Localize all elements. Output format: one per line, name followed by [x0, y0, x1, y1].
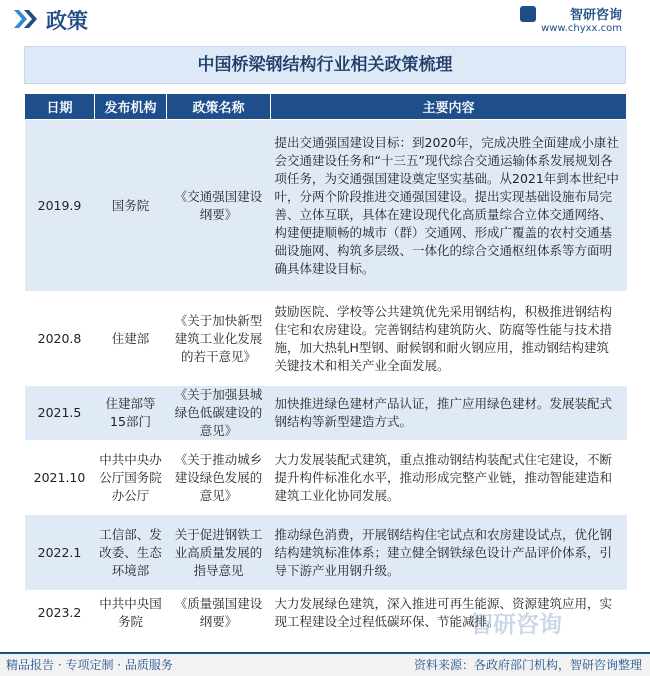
- brand: [436, 4, 636, 38]
- footer-source: 资料来源：各政府部门机构，智研咨询整理: [413, 658, 642, 672]
- table-row: [25, 292, 627, 386]
- row-content: 加快推进绿色建材产品认证，推广应用绿色建材。发展装配式钢结构等新型建造方式。: [271, 386, 627, 441]
- row-org: 中共中央国务院: [95, 591, 167, 635]
- footer: [0, 652, 650, 676]
- table-row: [25, 515, 627, 591]
- brand-url: www.chyxx.com: [541, 23, 622, 34]
- double-chevron-icon: [14, 8, 40, 30]
- row-date: 2020.8: [25, 292, 95, 386]
- row-content: 大力发展装配式建筑，重点推动钢结构装配式住宅建设，不断提升构件标准化水平，推动形成完整产业链，推动智能建造和建筑工业化协同发展。: [271, 441, 627, 515]
- watermark: 智研咨询: [470, 612, 562, 638]
- row-date: 2021.5: [25, 386, 95, 441]
- table-row: [25, 386, 627, 441]
- policy-table: [24, 93, 627, 635]
- row-org: 中共中央办公厅国务院办公厅: [95, 441, 167, 515]
- table-row: [25, 441, 627, 515]
- column-header-date: 日期: [25, 94, 95, 120]
- row-org: 国务院: [95, 120, 167, 292]
- column-header-name: 政策名称: [167, 94, 271, 120]
- table-title: 中国桥梁钢结构行业相关政策梳理: [24, 46, 626, 84]
- row-content: 大力发展绿色建筑，深入推进可再生能源、资源建筑应用，实现工程建设全过程低碳环保、节能减排。: [271, 591, 627, 635]
- header: [0, 0, 650, 40]
- footer-slogan: 精品报告 · 专项定制 · 品质服务: [6, 658, 173, 672]
- row-org: 住建部等15部门: [95, 386, 167, 441]
- row-date: 2023.2: [25, 591, 95, 635]
- row-policy-name: 《质量强国建设纲要》: [167, 591, 271, 635]
- section-title: 政策: [46, 9, 88, 33]
- row-org: 住建部: [95, 292, 167, 386]
- brand-logo-icon: [520, 6, 536, 22]
- row-policy-name: 《关于加强县城绿色低碳建设的意见》: [167, 386, 271, 441]
- row-policy-name: 《关于推动城乡建设绿色发展的意见》: [167, 441, 271, 515]
- table-row: [25, 120, 627, 292]
- column-header-org: 发布机构: [95, 94, 167, 120]
- row-content: 提出交通强国建设目标：到2020年，完成决胜全面建成小康社会交通建设任务和“十三五”现代综合交通运输体系发展规划各项任务，为交通强国建设奠定坚实基础。从2021年到本世纪中叶，分两个阶段推进交通强国建设。提出实现基础设施布局完善、立体互联，具体在建设现代化高质量综合立体交通网络、构建便捷顺畅的城市（群）交通网、形成广覆盖的农村交通基础设施网、构筑多层级、一体化的综合交通枢纽体系等方面明确具体建设目标。: [271, 120, 627, 292]
- row-org: 工信部、发改委、生态环境部: [95, 515, 167, 591]
- table-header-row: [25, 94, 627, 120]
- brand-name: 智研咨询: [569, 8, 622, 23]
- row-date: 2021.10: [25, 441, 95, 515]
- row-content: 鼓励医院、学校等公共建筑优先采用钢结构，积极推进钢结构住宅和农房建设。完善钢结构建筑防火、防腐等性能与技术措施，加大热轧H型钢、耐候钢和耐火钢应用，推动钢结构建筑关键技术和相关产业全面发展。: [271, 292, 627, 386]
- column-header-content: 主要内容: [271, 94, 627, 120]
- row-policy-name: 《关于加快新型建筑工业化发展的若干意见》: [167, 292, 271, 386]
- row-policy-name: 关于促进钢铁工业高质量发展的指导意见: [167, 515, 271, 591]
- row-policy-name: 《交通强国建设纲要》: [167, 120, 271, 292]
- row-content: 推动绿色消费，开展钢结构住宅试点和农房建设试点，优化钢结构建筑标准体系；建立健全钢铁绿色设计产品评价体系，引导下游产业用钢升级。: [271, 515, 627, 591]
- row-date: 2019.9: [25, 120, 95, 292]
- row-date: 2022.1: [25, 515, 95, 591]
